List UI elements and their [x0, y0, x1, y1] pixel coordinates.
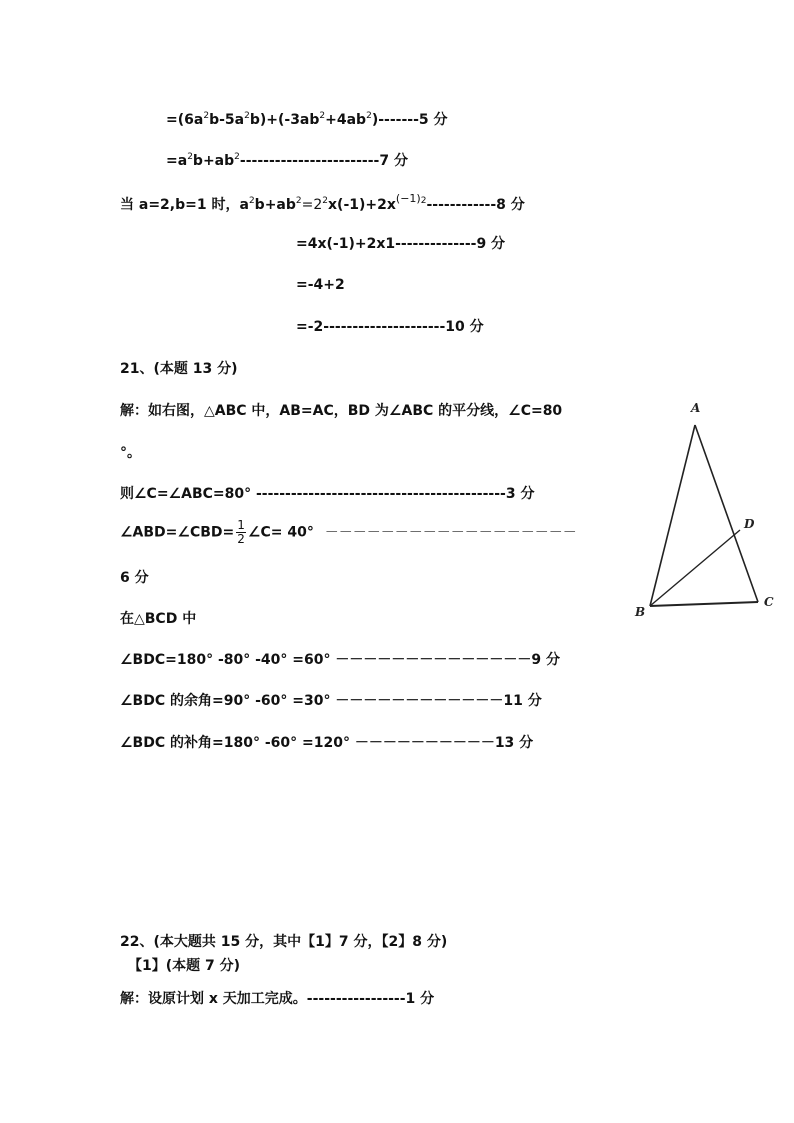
q21-step-2: ∠ABD=∠CBD= $\frac{1}{2}$ ∠C= 40° －－－－－－－－－－－－－－－－－－ — [120, 518, 577, 546]
q21-step-1: 则∠C=∠ABC=80° -------------------------------------------3 分 — [120, 486, 535, 502]
fraction-one-half: $\frac{1}{2}$ — [237, 518, 245, 546]
q21-step-2-score: 6 分 — [120, 570, 149, 586]
q22-sub-1: 【1】(本题 7 分) — [128, 958, 241, 974]
q20-line-6: =-2---------------------10 分 — [296, 319, 484, 335]
label-d: D — [744, 517, 755, 531]
q20-line-3: 当 a=2,b=1 时，$a^2b+ab^2=2^2x(-1)+2x^{(-1)2}------------8$ 分 — [120, 192, 525, 213]
q20-line-5: =-4+2 — [296, 277, 345, 293]
q21-step-4: ∠BDC 的余角=90° -60° =30° －－－－－－－－－－－－11 分 — [120, 693, 542, 709]
q21-step-5: ∠BDC 的补角=180° -60° =120° －－－－－－－－－－13 分 — [120, 735, 534, 751]
side-ac — [695, 425, 758, 602]
q20-line-2: $=a^2b+ab^2------------------------7$ 分 — [166, 152, 408, 169]
bisector-bd — [650, 530, 740, 606]
triangle-figure — [630, 395, 780, 625]
q22-title: 22、(本大题共 15 分，其中【1】7 分，【2】8 分) — [120, 934, 448, 950]
q21-solution-line-1b: °。 — [120, 445, 141, 461]
side-ab — [650, 425, 695, 606]
q21-title: 21、(本题 13 分) — [120, 361, 238, 377]
label-b: B — [635, 605, 646, 619]
q22-solution: 解：设原计划 x 天加工完成。-----------------1 分 — [120, 991, 435, 1007]
q20-line-1: $=(6a^2b-5a^2b)+(-3ab^2+4ab^2)-------5$ 分 — [166, 111, 448, 128]
q21-solution-line-1: 解：如右图，△ABC 中，AB=AC，BD 为∠ABC 的平分线，∠C=80 — [120, 403, 563, 419]
q20-line-4: =4x(-1)+2x1--------------9 分 — [296, 236, 506, 252]
side-bc — [650, 602, 758, 606]
q21-step-3: ∠BDC=180° -80° -40° =60° －－－－－－－－－－－－－－9 分 — [120, 652, 560, 668]
q21-in-bcd: 在△BCD 中 — [120, 611, 197, 627]
label-a: A — [691, 401, 701, 415]
label-c: C — [764, 595, 774, 609]
